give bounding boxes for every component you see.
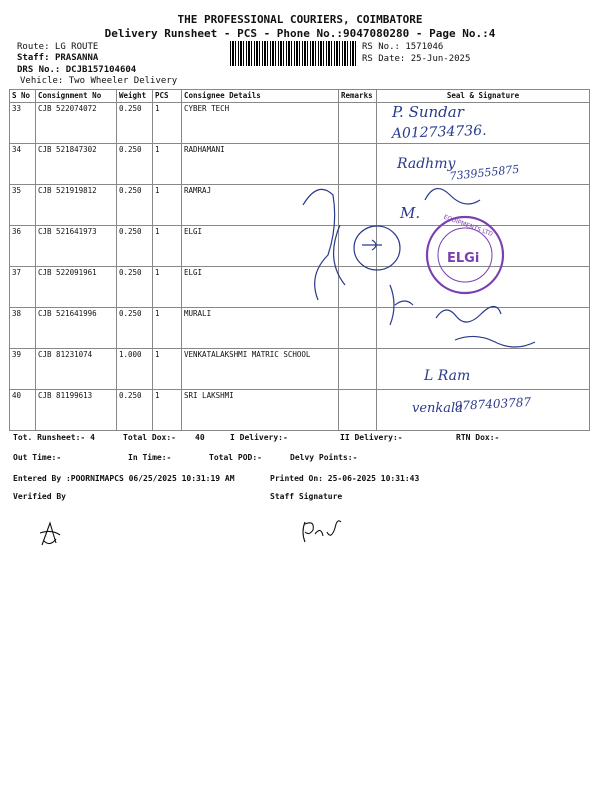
signature-scribble-row35 bbox=[425, 189, 480, 204]
printed-on: Printed On: 25-06-2025 10:31:43 bbox=[270, 474, 420, 483]
handwritten-phone-row33: A012734736. bbox=[391, 122, 487, 142]
ii-delivery-label: II Delivery:- bbox=[340, 433, 403, 442]
entered-by: Entered By :POORNIMAPCS 06/25/2025 10:31:19 AM bbox=[13, 474, 235, 483]
cell-consignment: CJB 522074072 bbox=[36, 103, 117, 144]
cell-sno: 37 bbox=[10, 267, 36, 308]
handwritten-name-row34: Radhmy bbox=[397, 156, 456, 172]
i-delivery-label: I Delivery:- bbox=[230, 433, 288, 442]
in-time-label: In Time:- bbox=[128, 453, 172, 462]
cell-consignee: RAMRAJ bbox=[182, 185, 339, 226]
cell-sno: 34 bbox=[10, 144, 36, 185]
cell-weight: 0.250 bbox=[117, 144, 153, 185]
total-pod-label: Total POD:- bbox=[209, 453, 262, 462]
cell-consignee: MURALI bbox=[182, 308, 339, 349]
cell-pcs: 1 bbox=[153, 349, 182, 390]
cell-pcs: 1 bbox=[153, 185, 182, 226]
cell-weight: 0.250 bbox=[117, 185, 153, 226]
col-header-remarks: Remarks bbox=[339, 90, 377, 103]
out-time-label: Out Time:- bbox=[13, 453, 62, 462]
route-label: Route: LG ROUTE bbox=[17, 42, 99, 52]
cell-pcs: 1 bbox=[153, 226, 182, 267]
handwritten-name-row35: M. bbox=[400, 204, 421, 222]
total-dox-label: Total Dox:- bbox=[123, 433, 176, 442]
staff-label: Staff: bbox=[17, 53, 50, 63]
signature-scribble-left bbox=[334, 225, 345, 285]
cell-sno: 36 bbox=[10, 226, 36, 267]
cell-pcs: 1 bbox=[153, 103, 182, 144]
cell-sno: 35 bbox=[10, 185, 36, 226]
cell-consignee: RADHAMANI bbox=[182, 144, 339, 185]
cell-consignee: SRI LAKSHMI bbox=[182, 390, 339, 431]
cell-consignment: CJB 81231074 bbox=[36, 349, 117, 390]
cell-pcs: 1 bbox=[153, 267, 182, 308]
total-runsheet: Tot. Runsheet:- 4 bbox=[13, 433, 95, 442]
delivery-points-label: Delvy Points:- bbox=[290, 453, 358, 462]
rs-number: RS No.: 1571046 bbox=[362, 42, 444, 52]
cell-consignment: CJB 522091961 bbox=[36, 267, 117, 308]
col-header-consignee: Consignee Details bbox=[182, 90, 339, 103]
handwritten-phone-row34: 7339555875 bbox=[448, 162, 520, 183]
elgi-stamp bbox=[427, 214, 503, 293]
col-header-pcs: PCS bbox=[153, 90, 182, 103]
signature-scribble-row39 bbox=[455, 336, 535, 347]
handwritten-name-row40: venkala bbox=[412, 401, 463, 416]
cell-pcs: 1 bbox=[153, 390, 182, 431]
handwritten-phone-row40: 9787403787 bbox=[454, 395, 532, 413]
col-header-weight: Weight bbox=[117, 90, 153, 103]
company-title: THE PROFESSIONAL COURIERS, COIMBATORE bbox=[177, 13, 423, 26]
staff-name: PRASANNA bbox=[54, 53, 99, 63]
cell-sno: 39 bbox=[10, 349, 36, 390]
cell-consignee: VENKATALAKSHMI MATRIC SCHOOL bbox=[182, 349, 339, 390]
col-header-sno: S No bbox=[10, 90, 36, 103]
rs-date: RS Date: 25-Jun-2025 bbox=[362, 54, 471, 64]
cell-weight: 0.250 bbox=[117, 226, 153, 267]
col-header-seal-signature: Seal & Signature bbox=[377, 90, 590, 103]
handwritten-name-row39: L Ram bbox=[424, 368, 471, 384]
col-header-consignment: Consignment No bbox=[36, 90, 117, 103]
cell-weight: 0.250 bbox=[117, 308, 153, 349]
total-dox-value: 40 bbox=[195, 433, 205, 442]
staff-signature-label: Staff Signature bbox=[270, 492, 343, 501]
cell-sno: 33 bbox=[10, 103, 36, 144]
cell-consignment: CJB 81199613 bbox=[36, 390, 117, 431]
signature-scribble-row37 bbox=[390, 285, 413, 325]
handwritten-name-row33: P. Sundar bbox=[392, 103, 464, 121]
staff-signature-mark bbox=[303, 521, 341, 542]
cell-consignment: CJB 521641996 bbox=[36, 308, 117, 349]
cell-weight: 1.000 bbox=[117, 349, 153, 390]
stamp-ring-text: EQUIPMENTS LTD bbox=[442, 213, 494, 238]
signature-scribble-row38 bbox=[436, 307, 501, 323]
rtn-dox-label: RTN Dox:- bbox=[456, 433, 500, 442]
signature-loop-row36 bbox=[354, 226, 400, 270]
cell-weight: 0.250 bbox=[117, 390, 153, 431]
cell-sno: 40 bbox=[10, 390, 36, 431]
vehicle-type: Vehicle: Two Wheeler Delivery bbox=[20, 76, 178, 86]
cell-sno: 38 bbox=[10, 308, 36, 349]
signature-mark-row36 bbox=[362, 240, 382, 250]
cell-consignee: CYBER TECH bbox=[182, 103, 339, 144]
stamp-text: ELGi bbox=[447, 251, 480, 266]
cell-pcs: 1 bbox=[153, 308, 182, 349]
cell-consignee: ELGI bbox=[182, 267, 339, 308]
verified-by-label: Verified By bbox=[13, 492, 66, 501]
verified-by-signature bbox=[40, 523, 60, 545]
signature-scribble-long bbox=[303, 189, 335, 300]
drs-number: DRS No.: DCJB157104604 bbox=[17, 65, 137, 75]
cell-consignment: CJB 521641973 bbox=[36, 226, 117, 267]
cell-weight: 0.250 bbox=[117, 103, 153, 144]
cell-consignment: CJB 521919812 bbox=[36, 185, 117, 226]
cell-pcs: 1 bbox=[153, 144, 182, 185]
cell-weight: 0.250 bbox=[117, 267, 153, 308]
cell-consignee: ELGI bbox=[182, 226, 339, 267]
runsheet-subtitle: Delivery Runsheet - PCS - Phone No.:9047080280 - Page No.:4 bbox=[104, 27, 496, 40]
cell-consignment: CJB 521847302 bbox=[36, 144, 117, 185]
